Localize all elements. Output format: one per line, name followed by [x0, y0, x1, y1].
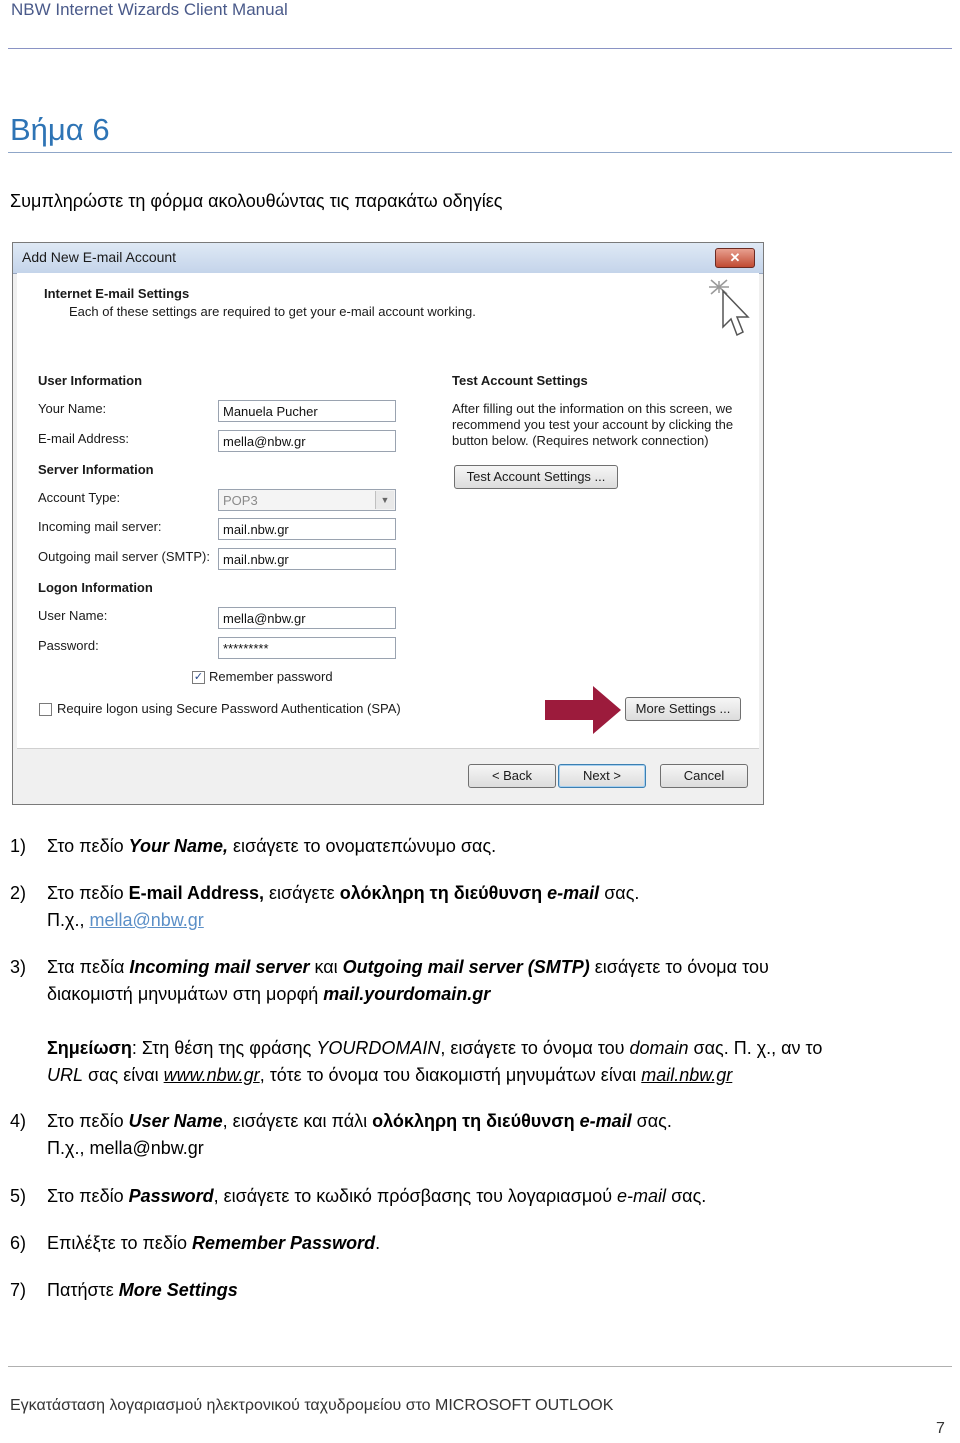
email-address-input[interactable]: mella@nbw.gr [218, 430, 396, 452]
email-example-link[interactable]: mella@nbw.gr [89, 910, 204, 930]
dialog-content [17, 351, 759, 748]
pointer-arrow-icon [545, 686, 623, 734]
step-5-text: Στο πεδίο Password, εισάγετε το κωδικό πρόσβασης του λογαριασμού e-mail σας. [47, 1186, 707, 1206]
cancel-button[interactable]: Cancel [660, 764, 748, 788]
step-1-text: Στο πεδίο Your Name, εισάγετε το ονοματεπώνυμο σας. [47, 836, 497, 856]
your-name-label: Your Name: [38, 401, 107, 416]
user-information-heading: User Information [38, 373, 143, 388]
intro-text: Συμπληρώστε τη φόρμα ακολουθώντας τις παρακάτω οδηγίες [10, 191, 503, 211]
document-header: NBW Internet Wizards Client Manual [11, 0, 288, 19]
dialog-title: Add New E-mail Account [22, 249, 177, 265]
more-settings-button[interactable]: More Settings ... [625, 697, 741, 721]
step-2-text: Στο πεδίο E-mail Address, εισάγετε ολόκληρη τη διεύθυνση e-mail σας. Π.χ., mella@nbw.gr [47, 883, 640, 930]
note-text: Σημείωση: Στη θέση της φράσης YOURDOMAIN, εισάγετε το όνομα του domain σας. Π. χ., αν το URL σας είναι www.nbw.gr, τότε το όνομα του διακομιστή μηνυμάτων είναι mail.nbw.gr [47, 1038, 823, 1085]
dialog-titlebar [13, 243, 763, 274]
test-description-line1: After filling out the information on this screen, we [452, 401, 733, 416]
header-divider [8, 48, 952, 49]
server-information-heading: Server Information [38, 462, 154, 477]
test-account-heading: Test Account Settings [452, 373, 588, 388]
step-7-number: 7) [10, 1280, 27, 1300]
footer-text: Εγκατάσταση λογαριασμού ηλεκτρονικού ταχυδρομείου στο MICROSOFT OUTLOOK [10, 1397, 614, 1414]
spa-label: Require logon using Secure Password Authentication (SPA) [57, 701, 401, 716]
title-divider [8, 152, 952, 153]
add-email-account-dialog [12, 242, 764, 805]
email-address-label: E-mail Address: [38, 431, 130, 446]
incoming-server-label: Incoming mail server: [38, 519, 162, 534]
test-description-line3: button below. (Requires network connection) [452, 433, 709, 448]
step-7-text: Πατήστε More Settings [47, 1280, 238, 1300]
user-name-input[interactable]: mella@nbw.gr [218, 607, 396, 629]
page-number: 7 [936, 1420, 945, 1437]
step-4-number: 4) [10, 1111, 27, 1131]
chevron-down-icon[interactable]: ▼ [375, 491, 394, 509]
cursor-sparkle-icon [705, 279, 753, 341]
section-subtitle: Each of these settings are required to get your e-mail account working. [69, 304, 476, 319]
step-3-text: Στα πεδία Incoming mail server και Outgoing mail server (SMTP) εισάγετε το όνομα του διακομιστή μηνυμάτων στη μορφή mail.yourdomain.gr [47, 957, 769, 1004]
section-title: Internet E-mail Settings [44, 286, 190, 301]
your-name-input[interactable]: Manuela Pucher [218, 400, 396, 422]
next-button[interactable]: Next > [558, 764, 646, 788]
step-1-number: 1) [10, 836, 27, 856]
step-3-number: 3) [10, 957, 27, 977]
outgoing-server-label: Outgoing mail server (SMTP): [38, 549, 210, 564]
dialog-button-bar [17, 748, 759, 801]
step-5-number: 5) [10, 1186, 27, 1206]
remember-password-label: Remember password [209, 669, 333, 684]
back-button[interactable]: < Back [468, 764, 556, 788]
remember-password-checkbox[interactable]: ✓ [193, 671, 204, 683]
step-6-text: Επιλέξτε το πεδίο Remember Password. [47, 1233, 381, 1253]
account-type-label: Account Type: [38, 490, 121, 505]
logon-information-heading: Logon Information [38, 580, 153, 595]
password-input[interactable]: ********* [218, 637, 396, 659]
step-4-text: Στο πεδίο User Name, εισάγετε και πάλι ολόκληρη τη διεύθυνση e-mail σας. Π.χ., mella@nbw.gr [47, 1111, 672, 1158]
close-button[interactable]: ✕ [715, 248, 755, 268]
incoming-server-input[interactable]: mail.nbw.gr [218, 518, 396, 540]
spa-checkbox[interactable] [39, 703, 52, 716]
password-label: Password: [38, 638, 99, 653]
dialog-header-band [17, 273, 759, 352]
footer-divider [8, 1366, 952, 1367]
step-6-number: 6) [10, 1233, 27, 1253]
user-name-label: User Name: [38, 608, 108, 623]
step-2-number: 2) [10, 883, 27, 903]
test-account-settings-button[interactable]: Test Account Settings ... [454, 465, 618, 489]
page-title: Βήμα 6 [10, 112, 110, 147]
test-description-line2: recommend you test your account by clicking the [452, 417, 734, 432]
outgoing-server-input[interactable]: mail.nbw.gr [218, 548, 396, 570]
account-type-select[interactable] [218, 489, 396, 511]
account-type-value: POP3 [223, 493, 258, 508]
